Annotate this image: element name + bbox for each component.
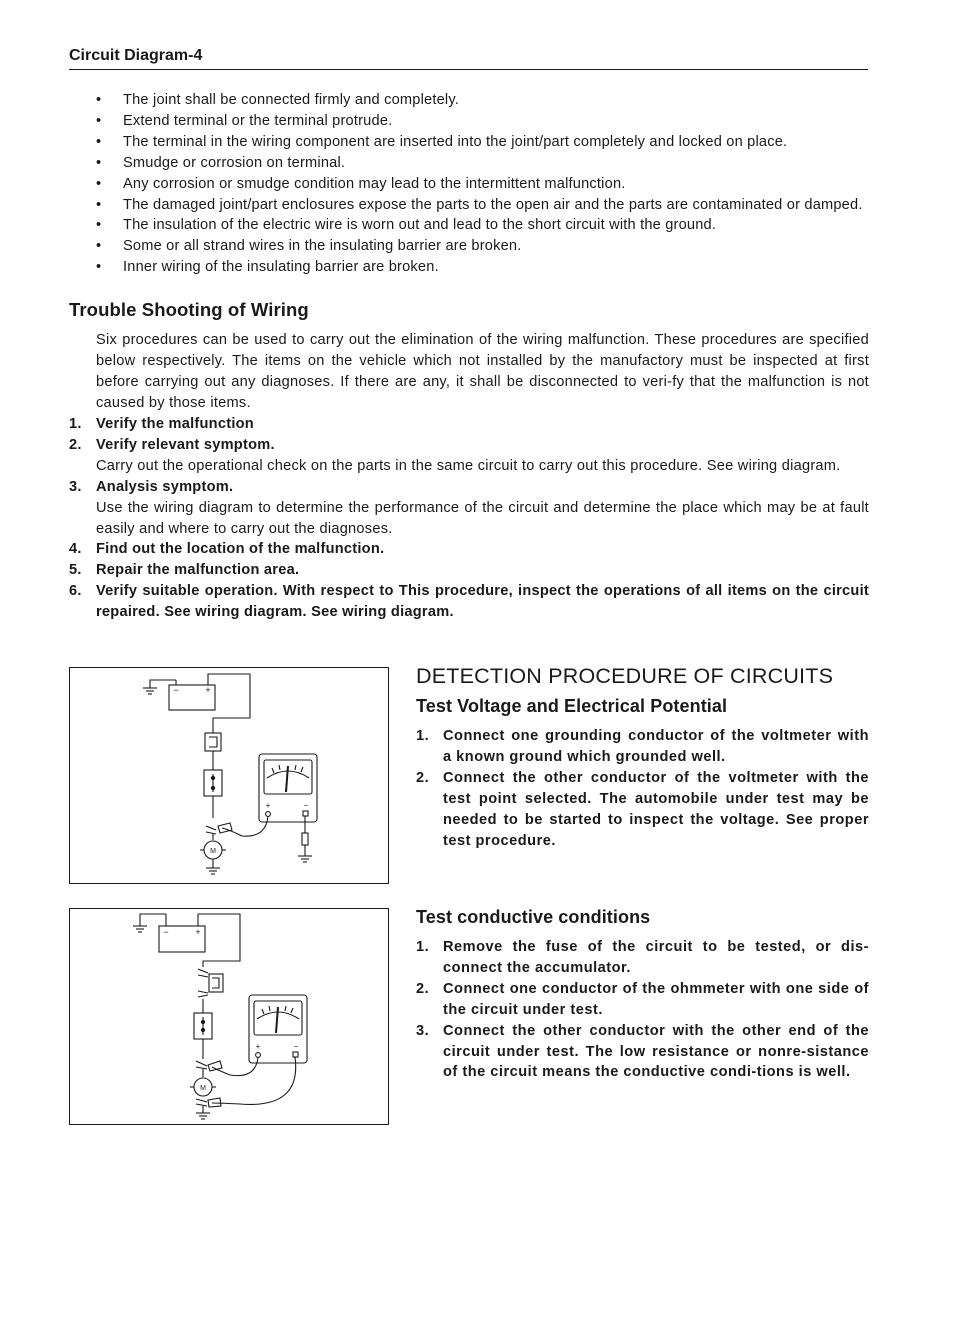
page-header-title: Circuit Diagram-4	[69, 47, 203, 64]
step-title: Repair the malfunction area.	[96, 562, 300, 579]
voltage-step-item	[416, 768, 869, 852]
header-divider	[69, 69, 868, 70]
step-description: Carry out the operational check on the parts in the same circuit to carry out this procedure. See wiring diagram.	[96, 457, 841, 474]
trouble-shooting-intro: Six procedures can be used to carry out the elimination of the wiring malfunction. These procedures are specified below respectively. The items on the vehicle which not installed by the manufactory must be inspected at first before carrying out any diagnoses. If there are any, it shall be disconnected to veri-fy that the malfunction is not caused by those items.	[96, 332, 869, 411]
conductive-step-item	[416, 979, 869, 1021]
conductive-step-item	[416, 937, 869, 979]
battery-minus-label: −	[163, 927, 169, 937]
step-title: Analysis symptom.	[96, 478, 234, 495]
step-number: 5.	[69, 562, 82, 579]
step-item	[69, 560, 869, 581]
bullet-item: • The terminal in the wiring component are inserted into the joint/part completely and locked on place.	[96, 132, 869, 153]
step-text: Connect one grounding conductor of the voltmeter with a known ground which grounded well.	[443, 728, 869, 765]
step-item	[69, 477, 869, 540]
step-title: Find out the location of the malfunction.	[96, 541, 385, 558]
battery-plus-label: +	[205, 685, 211, 695]
voltage-test-circuit-svg	[70, 668, 388, 883]
step-title: Verify relevant symptom.	[96, 436, 275, 453]
step-number: 3.	[69, 478, 82, 495]
step-text: Connect the other conductor with the other end of the circuit under test. The low resistance or nonre-sistance of the circuit means the conductive condi-tions is well.	[443, 1022, 869, 1081]
motor-label: M	[210, 848, 216, 855]
bullet-item: • Smudge or corrosion on terminal.	[96, 153, 869, 174]
voltage-step-item	[416, 726, 869, 768]
step-item	[69, 435, 869, 477]
step-number: 6.	[69, 583, 82, 600]
conductive-test-steps	[416, 937, 869, 1083]
trouble-shooting-heading: Trouble Shooting of Wiring	[69, 299, 309, 320]
voltage-test-steps	[416, 726, 869, 851]
step-item	[69, 414, 869, 435]
step-text: Connect one conductor of the ohmmeter with one side of the circuit under test.	[443, 980, 869, 1018]
conductive-step-item	[416, 1021, 869, 1084]
conductive-test-heading: Test conductive conditions	[416, 907, 651, 927]
step-text: Connect the other conductor of the voltmeter with the test point selected. The automobile under test may be needed to be started to inspect the voltage. See proper test procedure.	[443, 769, 869, 849]
bullet-item: • Extend terminal or the terminal protrude.	[96, 111, 869, 132]
detection-procedure-heading: DETECTION PROCEDURE OF CIRCUITS	[416, 664, 834, 688]
bullet-item: • Some or all strand wires in the insulating barrier are broken.	[96, 236, 869, 257]
battery-plus-label: +	[195, 927, 201, 937]
step-title: Verify the malfunction	[96, 416, 254, 432]
step-description: Use the wiring diagram to determine the performance of the circuit and determine the place which may be at fault easily and where to carry out the diagnoses.	[96, 499, 869, 537]
bullet-item: • The joint shall be connected firmly and completely.	[96, 90, 869, 111]
step-text: Remove the fuse of the circuit to be tested, or dis-connect the accumulator.	[443, 939, 869, 976]
bullet-item: • Inner wiring of the insulating barrier are broken.	[96, 257, 869, 278]
step-number: 2.	[69, 436, 82, 453]
step-number: 3.	[416, 1022, 430, 1039]
conductive-test-diagram	[69, 908, 389, 1125]
motor-label: M	[200, 1085, 206, 1092]
meter-minus-label: −	[293, 1042, 299, 1051]
voltage-test-diagram	[69, 667, 389, 884]
step-item	[69, 581, 869, 623]
bullet-item: • Any corrosion or smudge condition may lead to the intermittent malfunction.	[96, 174, 869, 195]
conductive-test-circuit-svg	[70, 909, 388, 1124]
step-number: 1.	[416, 939, 430, 955]
voltage-test-heading: Test Voltage and Electrical Potential	[416, 696, 728, 716]
step-number: 2.	[416, 980, 430, 997]
trouble-shooting-steps	[69, 414, 869, 623]
inspection-bullet-list	[96, 90, 869, 278]
step-number: 1.	[416, 728, 430, 744]
bullet-item: • The insulation of the electric wire is worn out and lead to the short circuit with the ground.	[96, 215, 869, 236]
step-number: 4.	[69, 541, 82, 558]
step-number: 1.	[69, 416, 82, 432]
battery-minus-label: −	[173, 685, 179, 695]
meter-minus-label: −	[303, 801, 309, 810]
step-number: 2.	[416, 769, 430, 786]
bullet-item: • The damaged joint/part enclosures expose the parts to the open air and the parts are contaminated or damped.	[96, 195, 869, 216]
step-title: Verify suitable operation. With respect to This procedure, inspect the operations of all items on the circuit repaired. See wiring diagram. See wiring diagram.	[96, 583, 869, 621]
step-item	[69, 539, 869, 560]
meter-plus-label: +	[265, 801, 271, 810]
meter-plus-label: +	[255, 1042, 261, 1051]
